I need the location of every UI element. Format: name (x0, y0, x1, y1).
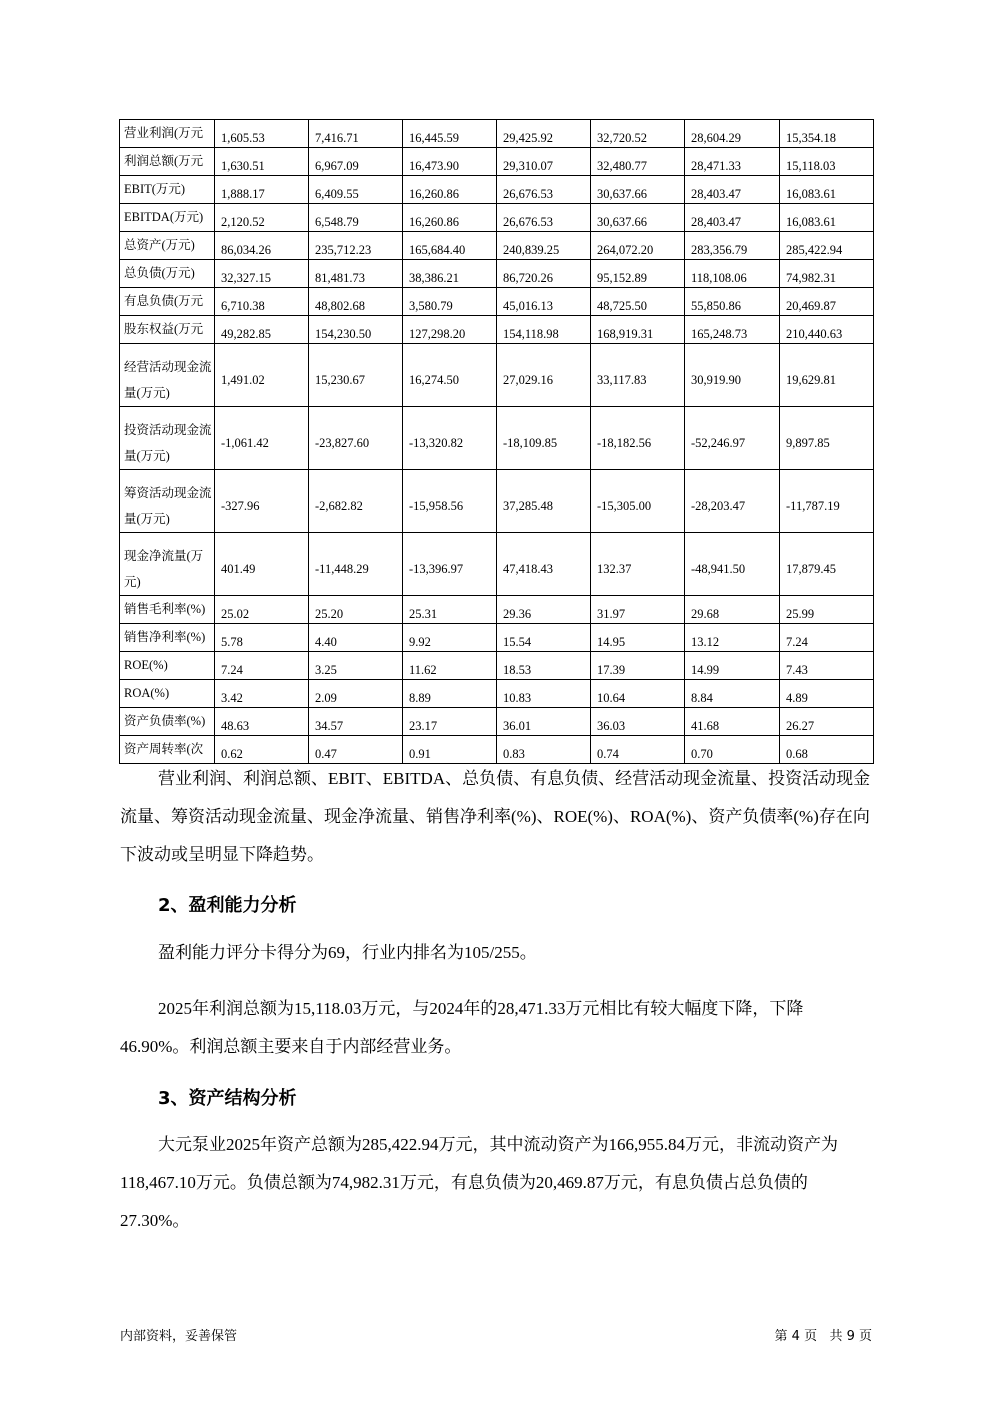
table-cell: 9.92 (403, 624, 497, 652)
table-cell: 36.01 (497, 708, 591, 736)
table-cell: 401.49 (215, 533, 309, 596)
table-cell: 0.74 (591, 736, 685, 764)
table-cell: 17,879.45 (780, 533, 874, 596)
table-cell: 25.99 (780, 596, 874, 624)
row-label: 营业利润(万元 (120, 120, 215, 148)
table-cell: 23.17 (403, 708, 497, 736)
table-cell: 15.54 (497, 624, 591, 652)
footer-page-number: 第 4 页 共 9 页 (774, 1329, 872, 1344)
table-cell: 25.02 (215, 596, 309, 624)
table-cell: 11.62 (403, 652, 497, 680)
row-label: 总负债(万元) (120, 260, 215, 288)
table-cell: 86,034.26 (215, 232, 309, 260)
table-row (120, 176, 874, 204)
table-cell: 48,725.50 (591, 288, 685, 316)
table-cell: 28,403.47 (685, 176, 780, 204)
table-cell: 1,630.51 (215, 148, 309, 176)
table-cell: 3.42 (215, 680, 309, 708)
table-cell: 7,416.71 (309, 120, 403, 148)
table-cell: 3,580.79 (403, 288, 497, 316)
table-cell: 16,274.50 (403, 344, 497, 407)
row-label: 有息负债(万元 (120, 288, 215, 316)
row-label: 资产周转率(次 (120, 736, 215, 764)
table-cell: 4.40 (309, 624, 403, 652)
table-cell: 7.24 (215, 652, 309, 680)
table-row (120, 148, 874, 176)
table-cell: 0.83 (497, 736, 591, 764)
table-cell: -327.96 (215, 470, 309, 533)
table-cell: 86,720.26 (497, 260, 591, 288)
table-cell: 283,356.79 (685, 232, 780, 260)
row-label: 现金净流量(万元) (120, 533, 215, 596)
table-cell: 210,440.63 (780, 316, 874, 344)
table-cell: -18,109.85 (497, 407, 591, 470)
table-cell: -15,958.56 (403, 470, 497, 533)
table-cell: 154,230.50 (309, 316, 403, 344)
table-cell: 6,710.38 (215, 288, 309, 316)
table-cell: 55,850.86 (685, 288, 780, 316)
table-cell: -23,827.60 (309, 407, 403, 470)
table-cell: 1,888.17 (215, 176, 309, 204)
table-cell: 16,445.59 (403, 120, 497, 148)
asset-structure-paragraph: 大元泵业2025年资产总额为285,422.94万元，其中流动资产为166,955.84万元，非流动资产为118,467.10万元。负债总额为74,982.31万元，有息负债为20,469.87万元，有息负债占总负债的27.30%。 (120, 1135, 838, 1230)
table-cell: 10.83 (497, 680, 591, 708)
table-cell: 165,684.40 (403, 232, 497, 260)
table-cell: 15,230.67 (309, 344, 403, 407)
table-cell: 132.37 (591, 533, 685, 596)
profitability-score-paragraph: 盈利能力评分卡得分为69，行业内排名为105/255。 (158, 943, 537, 962)
section-heading-profitability: 2、盈利能力分析 (158, 895, 297, 916)
table-cell: 0.70 (685, 736, 780, 764)
financial-metrics-table (119, 119, 874, 764)
table-cell: -18,182.56 (591, 407, 685, 470)
table-cell: 28,604.29 (685, 120, 780, 148)
table-cell: 48,802.68 (309, 288, 403, 316)
table-cell: 0.62 (215, 736, 309, 764)
row-label: 销售毛利率(%) (120, 596, 215, 624)
table-cell: 285,422.94 (780, 232, 874, 260)
table-cell: -13,320.82 (403, 407, 497, 470)
table-cell: 25.20 (309, 596, 403, 624)
row-label: 总资产(万元) (120, 232, 215, 260)
table-row (120, 533, 874, 596)
section-heading-asset-structure: 3、资产结构分析 (158, 1088, 297, 1109)
table-cell: 32,720.52 (591, 120, 685, 148)
table-cell: 1,491.02 (215, 344, 309, 407)
row-label: 资产负债率(%) (120, 708, 215, 736)
table-row (120, 344, 874, 407)
table-cell: 32,480.77 (591, 148, 685, 176)
table-cell: -52,246.97 (685, 407, 780, 470)
table-cell: 0.47 (309, 736, 403, 764)
table-cell: 81,481.73 (309, 260, 403, 288)
table-cell: 32,327.15 (215, 260, 309, 288)
table-cell: 45,016.13 (497, 288, 591, 316)
table-cell: 165,248.73 (685, 316, 780, 344)
table-cell: 31.97 (591, 596, 685, 624)
table-cell: 16,473.90 (403, 148, 497, 176)
table-cell: 26,676.53 (497, 204, 591, 232)
table-cell: 49,282.85 (215, 316, 309, 344)
table-cell: 15,354.18 (780, 120, 874, 148)
table-cell: 29,425.92 (497, 120, 591, 148)
table-cell: 9,897.85 (780, 407, 874, 470)
table-cell: 19,629.81 (780, 344, 874, 407)
summary-paragraph: 营业利润、利润总额、EBIT、EBITDA、总负债、有息负债、经营活动现金流量、投资活动现金流量、筹资活动现金流量、现金净流量、销售净利率(%)、ROE(%)、ROA(%)、资产负债率(%)存在向下波动或呈明显下降趋势。 (120, 769, 871, 864)
table-cell: 6,548.79 (309, 204, 403, 232)
table-cell: 7.43 (780, 652, 874, 680)
table-cell: 235,712.23 (309, 232, 403, 260)
table-cell: 16,083.61 (780, 204, 874, 232)
table-cell: -2,682.82 (309, 470, 403, 533)
table-row (120, 316, 874, 344)
table-row (120, 120, 874, 148)
table-cell: 48.63 (215, 708, 309, 736)
table-cell: 4.89 (780, 680, 874, 708)
table-cell: 10.64 (591, 680, 685, 708)
table-cell: 168,919.31 (591, 316, 685, 344)
table-cell: -11,787.19 (780, 470, 874, 533)
table-cell: 16,083.61 (780, 176, 874, 204)
table-row (120, 708, 874, 736)
table-cell: 127,298.20 (403, 316, 497, 344)
table-cell: 74,982.31 (780, 260, 874, 288)
table-cell: 30,919.90 (685, 344, 780, 407)
table-cell: 47,418.43 (497, 533, 591, 596)
table-cell: 29,310.07 (497, 148, 591, 176)
table-row (120, 596, 874, 624)
table-cell: 37,285.48 (497, 470, 591, 533)
row-label: 销售净利率(%) (120, 624, 215, 652)
table-cell: 29.36 (497, 596, 591, 624)
table-cell: 13.12 (685, 624, 780, 652)
table-cell: 38,386.21 (403, 260, 497, 288)
row-label: 股东权益(万元 (120, 316, 215, 344)
row-label: EBITDA(万元) (120, 204, 215, 232)
table-cell: 16,260.86 (403, 204, 497, 232)
table-cell: 7.24 (780, 624, 874, 652)
profit-total-paragraph: 2025年利润总额为15,118.03万元，与2024年的28,471.33万元相比有较大幅度下降，下降46.90%。利润总额主要来自于内部经营业务。 (120, 999, 804, 1056)
table-cell: 15,118.03 (780, 148, 874, 176)
row-label: 经营活动现金流量(万元) (120, 344, 215, 407)
row-label: ROA(%) (120, 680, 215, 708)
table-cell: 20,469.87 (780, 288, 874, 316)
table-cell: 14.99 (685, 652, 780, 680)
table-cell: 34.57 (309, 708, 403, 736)
table-cell: 36.03 (591, 708, 685, 736)
table-cell: 8.89 (403, 680, 497, 708)
table-cell: 14.95 (591, 624, 685, 652)
table-cell: 41.68 (685, 708, 780, 736)
table-row (120, 652, 874, 680)
table-cell: 240,839.25 (497, 232, 591, 260)
table-cell: 0.68 (780, 736, 874, 764)
table-cell: 154,118.98 (497, 316, 591, 344)
table-cell: 2.09 (309, 680, 403, 708)
table-cell: -1,061.42 (215, 407, 309, 470)
table-cell: 25.31 (403, 596, 497, 624)
row-label: ROE(%) (120, 652, 215, 680)
table-cell: 28,403.47 (685, 204, 780, 232)
table-row (120, 232, 874, 260)
table-cell: 18.53 (497, 652, 591, 680)
table-cell: 5.78 (215, 624, 309, 652)
table-cell: 6,409.55 (309, 176, 403, 204)
table-row (120, 204, 874, 232)
table-cell: -13,396.97 (403, 533, 497, 596)
table-cell: 118,108.06 (685, 260, 780, 288)
table-cell: 29.68 (685, 596, 780, 624)
row-label: 投资活动现金流量(万元) (120, 407, 215, 470)
table-cell: 26.27 (780, 708, 874, 736)
footer-confidential-note: 内部资料，妥善保管 (120, 1329, 238, 1344)
table-cell: 3.25 (309, 652, 403, 680)
table-row (120, 260, 874, 288)
table-cell: 30,637.66 (591, 176, 685, 204)
table-cell: 27,029.16 (497, 344, 591, 407)
table-row (120, 624, 874, 652)
table-cell: 95,152.89 (591, 260, 685, 288)
table-row (120, 470, 874, 533)
table-row (120, 680, 874, 708)
table-cell: 264,072.20 (591, 232, 685, 260)
table-cell: 1,605.53 (215, 120, 309, 148)
table-row (120, 407, 874, 470)
row-label: EBIT(万元) (120, 176, 215, 204)
table-cell: -11,448.29 (309, 533, 403, 596)
table-cell: -28,203.47 (685, 470, 780, 533)
table-cell: 33,117.83 (591, 344, 685, 407)
row-label: 利润总额(万元 (120, 148, 215, 176)
table-row (120, 288, 874, 316)
table-cell: 26,676.53 (497, 176, 591, 204)
table-cell: 2,120.52 (215, 204, 309, 232)
table-cell: 17.39 (591, 652, 685, 680)
table-cell: -15,305.00 (591, 470, 685, 533)
row-label: 筹资活动现金流量(万元) (120, 470, 215, 533)
table-cell: 16,260.86 (403, 176, 497, 204)
table-cell: 30,637.66 (591, 204, 685, 232)
table-cell: -48,941.50 (685, 533, 780, 596)
table-cell: 8.84 (685, 680, 780, 708)
table-cell: 6,967.09 (309, 148, 403, 176)
table-cell: 0.91 (403, 736, 497, 764)
table-cell: 28,471.33 (685, 148, 780, 176)
